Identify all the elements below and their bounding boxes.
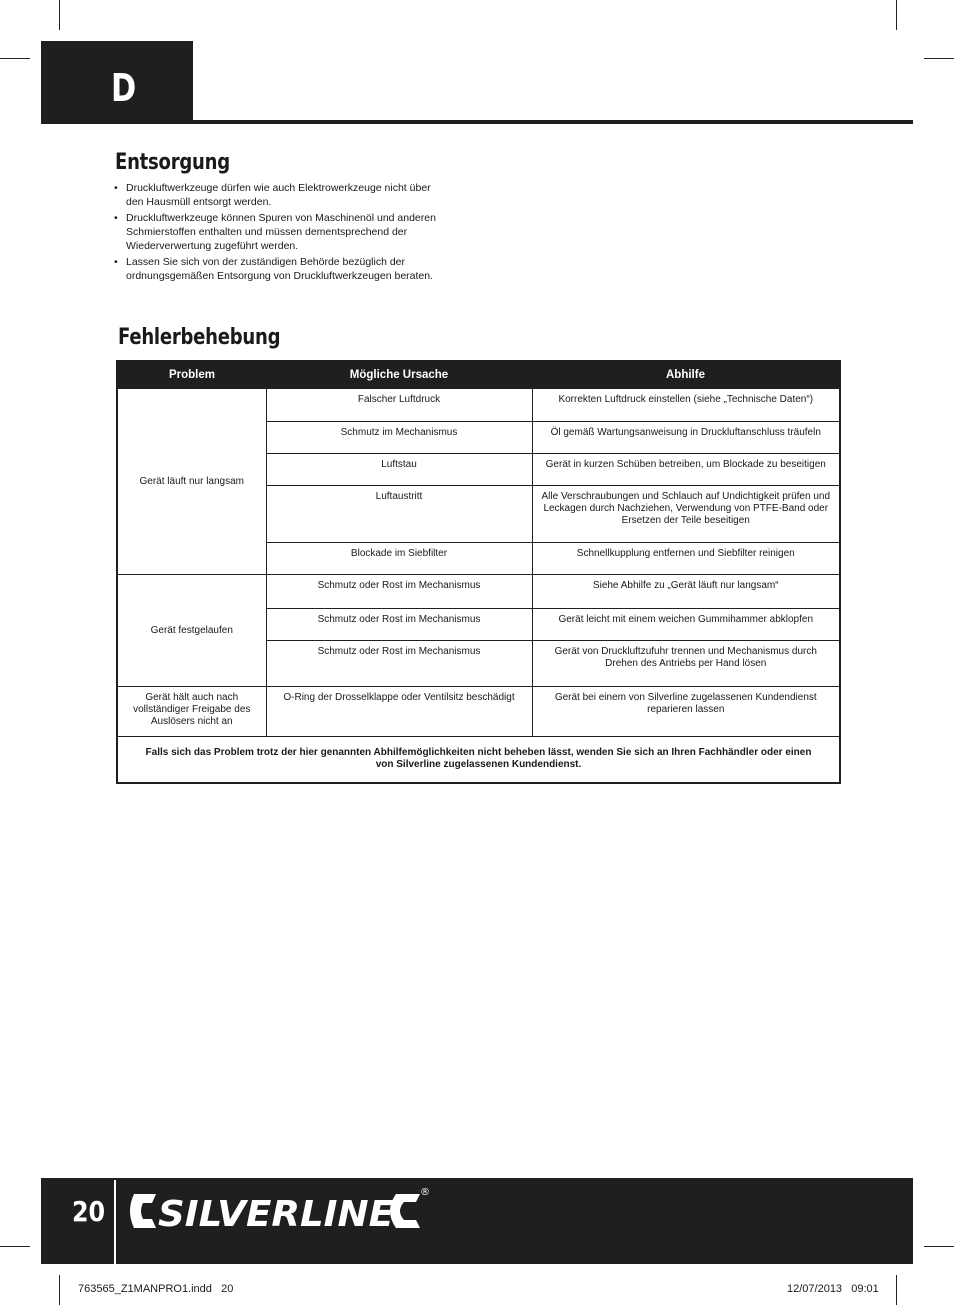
logo-wordmark: SILVERLINE [158,1194,395,1235]
remedy-cell: Gerät von Druckluftzufuhr trennen und Mechanismus durch Drehen des Antriebs per Hand lösen [532,641,840,687]
footer-divider [114,1180,116,1264]
header-rule [193,120,913,124]
crop-mark [59,1275,60,1305]
slug-file-info: 763565_Z1MANPRO1.indd 20 [78,1283,234,1295]
slug-date-info: 12/07/2013 09:01 [787,1283,879,1295]
crop-mark [59,0,60,30]
remedy-cell: Gerät bei einem von Silverline zugelassenen Kundendienst reparieren lassen [532,687,840,737]
problem-cell: Gerät läuft nur langsam [117,389,266,575]
remedy-cell: Schnellkupplung entfernen und Siebfilter reinigen [532,543,840,575]
table-footer-note: Falls sich das Problem trotz der hier genannten Abhilfemöglichkeiten nicht beheben lässt, wenden Sie sich an Ihren Fachhändler oder einen von Silverline zugelassenen Kundendienst. [117,737,840,783]
table-row [117,389,840,422]
remedy-cell: Alle Verschraubungen und Schlauch auf Undichtigkeit prüfen und Leckagen durch Nachziehen, Verwendung von PTFE-Band oder Ersetzen der Teile beseitigen [532,486,840,543]
column-header-problem: Problem [117,361,266,389]
remedy-cell: Korrekten Luftdruck einstellen (siehe „Technische Daten“) [532,389,840,422]
troubleshooting-table [116,360,841,784]
crop-mark [896,1275,897,1305]
language-tab [41,41,193,124]
cause-cell: Luftstau [266,454,532,486]
bullet-item: • Lassen Sie sich von der zuständigen Behörde bezüglich der ordnungsgemäßen Entsorgung von Druckluftwerkzeugen beraten. [114,255,444,283]
disposal-bullet-list [114,181,444,285]
cause-cell: Blockade im Siebfilter [266,543,532,575]
crop-mark [896,0,897,30]
logo-registered-mark: ® [420,1187,430,1198]
column-header-remedy: Abhilfe [532,361,840,389]
section-title-fehlerbehebung: Fehlerbehebung [118,325,281,350]
table-footer-row [117,737,840,783]
table-row [117,575,840,609]
logo-spanner-right [390,1194,420,1228]
crop-mark [924,58,954,59]
page-number: 20 [72,1195,106,1228]
crop-mark [924,1246,954,1247]
table-row [117,687,840,737]
bullet-item: • Druckluftwerkzeuge dürfen wie auch Elektrowerkzeuge nicht über den Hausmüll entsorgt werden. [114,181,444,209]
problem-cell: Gerät festgelaufen [117,575,266,687]
cause-cell: Schmutz oder Rost im Mechanismus [266,575,532,609]
cause-cell: O-Ring der Drosselklappe oder Ventilsitz beschädigt [266,687,532,737]
silverline-logo [128,1186,432,1236]
bullet-item: • Druckluftwerkzeuge können Spuren von Maschinenöl und anderen Schmierstoffen enthalten und müssen dementsprechend der Wiederverwertung zugeführt werden. [114,211,444,253]
cause-cell: Schmutz oder Rost im Mechanismus [266,609,532,641]
crop-mark [0,58,30,59]
remedy-cell: Gerät in kurzen Schüben betreiben, um Blockade zu beseitigen [532,454,840,486]
column-header-cause: Mögliche Ursache [266,361,532,389]
cause-cell: Falscher Luftdruck [266,389,532,422]
remedy-cell: Gerät leicht mit einem weichen Gummihammer abklopfen [532,609,840,641]
cause-cell: Schmutz im Mechanismus [266,422,532,454]
remedy-cell: Siehe Abhilfe zu „Gerät läuft nur langsam“ [532,575,840,609]
crop-mark [0,1246,30,1247]
remedy-cell: Öl gemäß Wartungsanweisung in Druckluftanschluss träufeln [532,422,840,454]
cause-cell: Schmutz oder Rost im Mechanismus [266,641,532,687]
section-title-entsorgung: Entsorgung [115,150,230,175]
table-header-row [117,361,840,389]
problem-cell: Gerät hält auch nach vollständiger Freigabe des Auslösers nicht an [117,687,266,737]
logo-spanner-left [130,1194,156,1228]
cause-cell: Luftaustritt [266,486,532,543]
language-tab-label: D [111,66,137,110]
